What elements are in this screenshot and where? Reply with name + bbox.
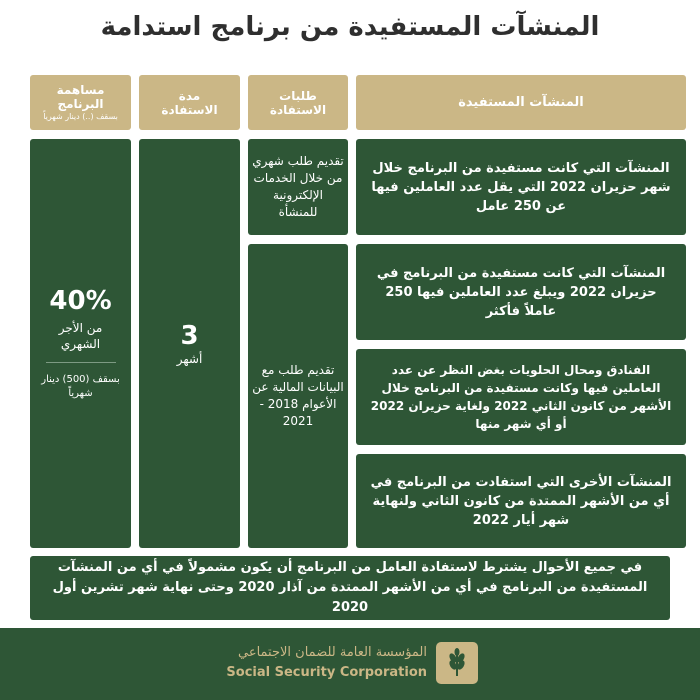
page-title: المنشآت المستفيدة من برنامج استدامة [100, 12, 600, 42]
entity-row-2-text: المنشآت التي كانت مستفيدة من البرنامج في حزيران 2022 ويبلغ عدد العاملين فيها 250 عاملاً فأكثر [376, 265, 666, 319]
header-contribution-label: مساهمة البرنامج [56, 83, 105, 111]
header-duration-label: مدة الاستفادة [161, 88, 218, 117]
duration-cell [139, 139, 240, 548]
header-contribution [30, 75, 131, 130]
header-duration [139, 75, 240, 130]
footer [0, 628, 700, 700]
entity-row-4 [356, 454, 686, 548]
entity-row-4-text: المنشآت الأخرى التي استفادت من البرنامج في أي من الأشهر الممتدة من كانون الثاني ولنهاية شهر أيار 2022 [370, 474, 672, 528]
contribution-percent: 40% [49, 286, 112, 316]
header-entities-label: المنشآت المستفيدة [458, 95, 584, 110]
org-name-english: Social Security Corporation [226, 665, 427, 680]
contribution-desc: من الأجر الشهري [58, 321, 103, 351]
application-cell-1 [248, 139, 348, 235]
application-cell-2-text: تقديم طلب مع البيانات المالية عن الأعوام 2018 - 2021 [252, 363, 344, 428]
entity-row-3 [356, 349, 686, 445]
header-applications [248, 75, 348, 130]
conditions-note: في جميع الأحوال يشترط لاستفادة العامل من البرنامج أن يكون مشمولاً في أي من المنشآت المستفيدة من البرنامج في أي من الأشهر الممتدة من آذار 2020 وحتى نهاية شهر تشرين أول 2020 [30, 556, 670, 620]
duration-unit: أشهر [176, 351, 203, 366]
org-name-arabic: المؤسسة العامة للضمان الاجتماعي [237, 645, 427, 660]
entity-row-1 [356, 139, 686, 235]
application-cell-1-text: تقديم طلب شهري من خلال الخدمات الإلكترونية للمنشأة [252, 154, 344, 219]
wheat-icon-svg [436, 642, 478, 684]
contribution-cell [30, 139, 131, 548]
duration-value: 3 [180, 320, 199, 351]
header-entities [356, 75, 686, 130]
contribution-cap: بسقف (500) دينار شهرياً [41, 374, 120, 399]
application-cell-2 [248, 244, 348, 548]
wheat-icon [436, 642, 478, 684]
header-contribution-sub: بسقف (..) دينار شهرياً [43, 112, 118, 121]
entity-row-1-text: المنشآت التي كانت مستفيدة من البرنامج خلال شهر حزيران 2022 التي يقل عدد العاملين فيها عن 250 عامل [371, 160, 671, 214]
entity-row-3-text: الفنادق ومحال الحلويات بغض النظر عن عدد العاملين فيها وكانت مستفيدة من البرنامج خلال الأشهر من كانون الثاني 2022 ولغاية حزيران 2022 أو أي شهر منها [370, 363, 672, 431]
contribution-divider [46, 362, 116, 363]
header-applications-label: طلبات الاستفادة [269, 88, 327, 117]
entity-row-2 [356, 244, 686, 340]
